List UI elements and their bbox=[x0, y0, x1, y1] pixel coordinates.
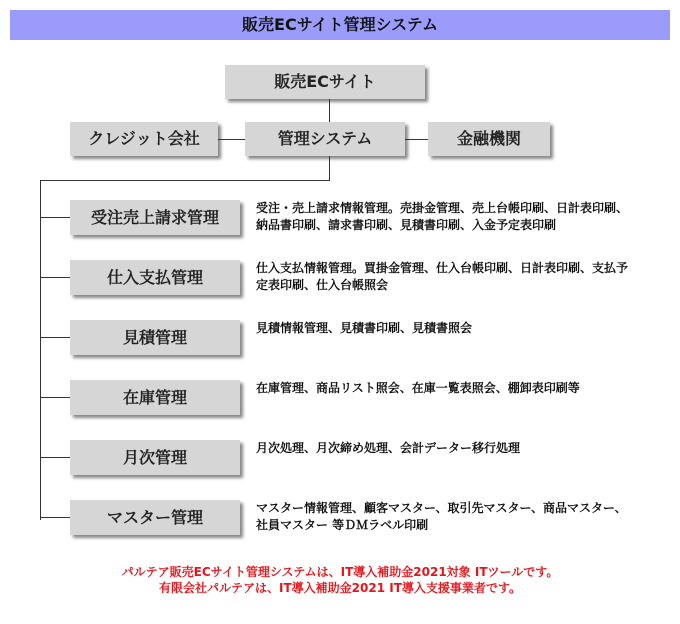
module-box: 在庫管理 bbox=[70, 380, 240, 415]
connector bbox=[40, 517, 70, 518]
connector bbox=[40, 397, 70, 398]
note-line-2: 有限会社パルテアは、IT導入補助金2021 IT導入支援事業者です。 bbox=[159, 581, 521, 595]
connector bbox=[405, 139, 428, 140]
note-line-1: パルテア販売ECサイト管理システムは、IT導入補助金2021対象 ITツールです。 bbox=[121, 565, 559, 579]
connector bbox=[329, 156, 330, 180]
box-financial-institution: 金融機関 bbox=[428, 122, 550, 156]
connector bbox=[218, 139, 245, 140]
module-box: マスター管理 bbox=[70, 500, 240, 535]
module-description: 見積情報管理、見積書印刷、見積書照会 bbox=[256, 321, 473, 335]
page-title: 販売ECサイト管理システム bbox=[10, 10, 670, 40]
connector bbox=[40, 277, 70, 278]
module-box: 受注売上請求管理 bbox=[70, 200, 240, 235]
box-ec-site: 販売ECサイト bbox=[225, 65, 425, 99]
connector bbox=[40, 217, 70, 218]
connector bbox=[40, 180, 41, 520]
connector bbox=[40, 457, 70, 458]
module-description: マスター情報管理、顧客マスター、取引先マスター、商品マスター、社員マスター 等ＤＭラベル印刷 bbox=[256, 501, 627, 532]
module-box: 見積管理 bbox=[70, 320, 240, 355]
connector bbox=[40, 180, 330, 181]
connector bbox=[329, 99, 330, 122]
module-box: 月次管理 bbox=[70, 440, 240, 475]
module-box: 仕入支払管理 bbox=[70, 260, 240, 295]
module-description: 月次処理、月次締め処理、会計データー移行処理 bbox=[256, 441, 521, 455]
box-management-system: 管理システム bbox=[245, 122, 405, 156]
module-description: 仕入支払情報管理。買掛金管理、仕入台帳印刷、日計表印刷、支払予定表印刷、仕入台帳照会 bbox=[256, 261, 629, 292]
box-credit-company: クレジット会社 bbox=[70, 122, 218, 156]
module-description: 在庫管理、商品リスト照会、在庫一覧表照会、棚卸表印刷等 bbox=[256, 381, 580, 395]
module-description: 受注・売上請求情報管理。売掛金管理、売上台帳印刷、日計表印刷、納品書印刷、請求書印刷、見積書印刷、入金予定表印刷 bbox=[256, 201, 629, 232]
connector bbox=[40, 337, 70, 338]
